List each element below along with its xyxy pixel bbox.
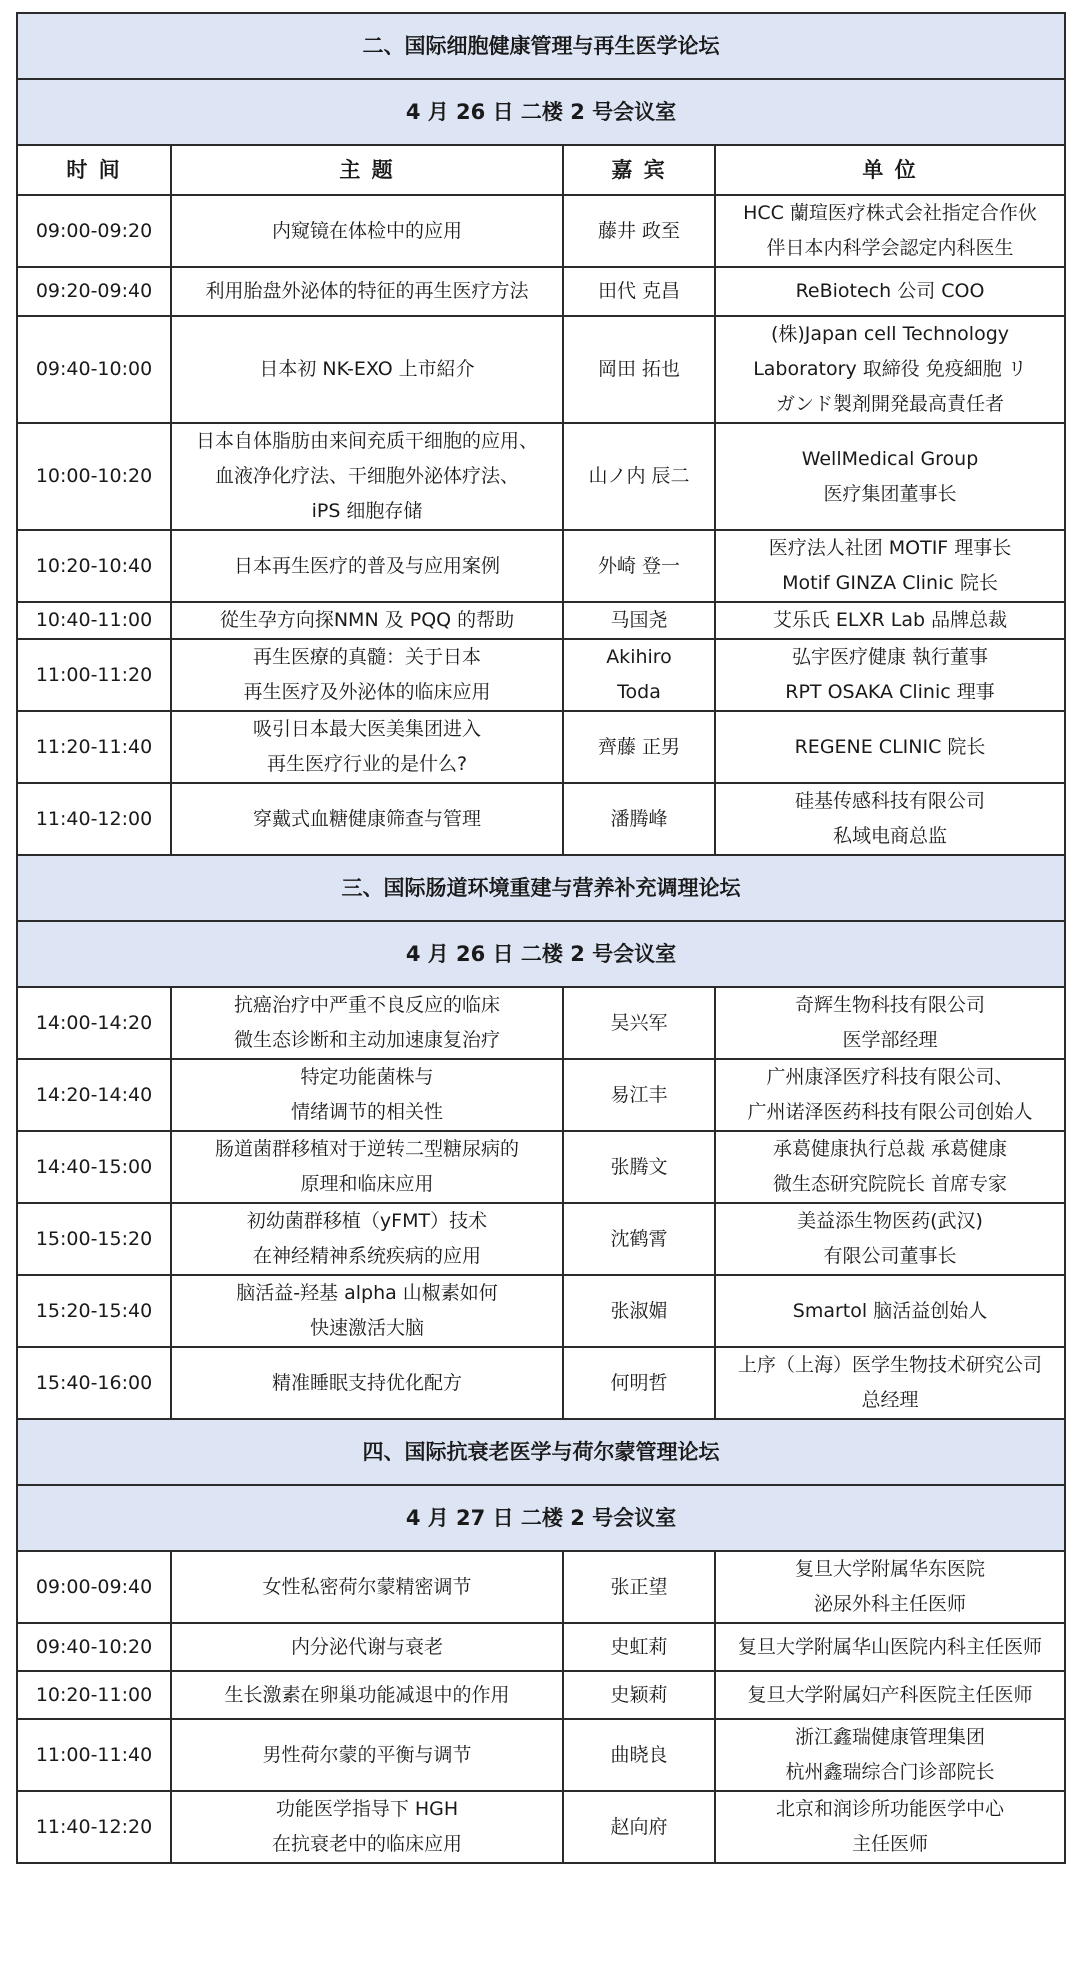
table-row: [17, 1203, 1065, 1275]
guest-cell: [563, 195, 715, 267]
guest-cell: [563, 783, 715, 855]
topic-cell-line: 再生医疗及外泌体的临床应用: [243, 681, 491, 703]
unit-cell-line: 微生态研究院院长 首席专家: [772, 1173, 1008, 1195]
time-cell: 10:00-10:20: [17, 423, 171, 530]
unit-cell-line: 杭州鑫瑞综合门诊部院长: [785, 1761, 995, 1783]
unit-cell-line: 主任医师: [851, 1833, 928, 1855]
time-cell: 10:20-10:40: [17, 530, 171, 602]
guest-cell: [563, 987, 715, 1059]
section-title: 三、国际肠道环境重建与营养补充调理论坛: [17, 855, 1065, 921]
unit-cell-line: HCC 蘭瑄医疗株式会社指定合作伙: [743, 202, 1037, 224]
topic-cell-line: 肠道菌群移植对于逆转二型糖尿病的: [214, 1138, 519, 1160]
topic-cell-line: 穿戴式血糖健康筛查与管理: [252, 807, 481, 830]
column-header: 主 题: [171, 145, 563, 195]
time-cell: 14:40-15:00: [17, 1131, 171, 1203]
guest-cell-line: 赵向府: [610, 1815, 668, 1838]
guest-cell-line: 沈鹤霄: [610, 1227, 668, 1250]
unit-cell-line: 弘宇医疗健康 執行董事: [791, 646, 989, 668]
schedule-sheet: [16, 12, 1064, 1864]
topic-cell-line: 男性荷尔蒙的平衡与调节: [262, 1743, 472, 1766]
topic-cell: [171, 711, 563, 783]
section-title: 四、国际抗衰老医学与荷尔蒙管理论坛: [17, 1419, 1065, 1485]
topic-cell: [171, 267, 563, 316]
unit-cell-line: 有限公司董事长: [823, 1245, 957, 1267]
guest-cell-line: Akihiro: [606, 646, 672, 668]
unit-cell-line: 泌尿外科主任医师: [813, 1593, 966, 1615]
table-row: [17, 711, 1065, 783]
topic-cell: [171, 316, 563, 423]
unit-cell-line: 硅基传感科技有限公司: [794, 790, 985, 812]
guest-cell: [563, 1203, 715, 1275]
guest-cell-line: 曲晓良: [610, 1743, 668, 1766]
topic-cell-line: 利用胎盘外泌体的特征的再生医疗方法: [205, 280, 529, 302]
guest-cell: [563, 530, 715, 602]
time-cell: 09:20-09:40: [17, 267, 171, 316]
unit-cell: [715, 316, 1065, 423]
section-title: 二、国际细胞健康管理与再生医学论坛: [17, 13, 1065, 79]
unit-cell-line: 北京和润诊所功能医学中心: [775, 1798, 1004, 1820]
unit-cell: [715, 1551, 1065, 1623]
topic-cell-line: 女性私密荷尔蒙精密调节: [262, 1575, 472, 1598]
topic-cell: [171, 1131, 563, 1203]
schedule-body: [17, 13, 1065, 1863]
unit-cell: [715, 1671, 1065, 1719]
topic-cell: [171, 423, 563, 530]
unit-cell: [715, 783, 1065, 855]
topic-cell: [171, 530, 563, 602]
date-room: 4 月 26 日 二楼 2 号会议室: [17, 79, 1065, 145]
guest-cell: [563, 1671, 715, 1719]
topic-cell-line: 情绪调节的相关性: [290, 1101, 443, 1123]
topic-cell-line: 原理和临床应用: [300, 1173, 434, 1195]
section-title-row: [17, 13, 1065, 79]
topic-cell: [171, 1791, 563, 1863]
table-row: [17, 1623, 1065, 1671]
guest-cell-line: 张腾文: [610, 1155, 668, 1178]
topic-cell-line: 功能医学指导下 HGH: [275, 1798, 459, 1820]
topic-cell: [171, 1203, 563, 1275]
time-cell: 09:40-10:20: [17, 1623, 171, 1671]
unit-cell-line: 奇辉生物科技有限公司: [794, 994, 985, 1016]
table-row: [17, 530, 1065, 602]
time-cell: 15:40-16:00: [17, 1347, 171, 1419]
guest-cell: [563, 1719, 715, 1791]
unit-cell-line: 上序（上海）医学生物技术研究公司: [737, 1354, 1042, 1376]
table-row: [17, 1275, 1065, 1347]
unit-cell: [715, 1719, 1065, 1791]
topic-cell: [171, 195, 563, 267]
unit-cell-line: 广州康泽医疗科技有限公司、: [766, 1066, 1014, 1088]
guest-cell: [563, 1623, 715, 1671]
guest-cell: [563, 639, 715, 711]
unit-cell-line: 承葛健康执行总裁 承葛健康: [772, 1138, 1008, 1160]
topic-cell-line: 吸引日本最大医美集团进入: [252, 718, 481, 740]
unit-cell-line: 艾乐氏 ELXR Lab 品牌总裁: [772, 609, 1008, 631]
date-room-row: [17, 1485, 1065, 1551]
table-row: [17, 267, 1065, 316]
unit-cell-line: 广州诺泽医药科技有限公司创始人: [747, 1101, 1033, 1123]
time-cell: 14:00-14:20: [17, 987, 171, 1059]
table-row: [17, 423, 1065, 530]
date-room-row: [17, 79, 1065, 145]
time-cell: 10:40-11:00: [17, 602, 171, 639]
unit-cell: [715, 1059, 1065, 1131]
topic-cell: [171, 1551, 563, 1623]
guest-cell: [563, 267, 715, 316]
topic-cell-line: 快速激活大脑: [309, 1317, 424, 1339]
time-cell: 09:00-09:20: [17, 195, 171, 267]
guest-cell: [563, 1059, 715, 1131]
time-cell: 11:40-12:00: [17, 783, 171, 855]
unit-cell-line: 伴日本内科学会認定内科医生: [766, 237, 1014, 259]
unit-cell: [715, 987, 1065, 1059]
guest-cell-line: 岡田 拓也: [597, 358, 681, 380]
topic-cell-line: 内分泌代谢与衰老: [290, 1635, 443, 1658]
topic-cell-line: 再生医療的真髓：关于日本: [252, 646, 481, 668]
topic-cell-line: 抗癌治疗中严重不良反应的临床: [233, 994, 500, 1016]
guest-cell-line: 史虹莉: [610, 1635, 668, 1658]
guest-cell-line: 何明哲: [610, 1371, 668, 1394]
topic-cell-line: 日本初 NK-EXO 上市紹介: [259, 358, 475, 380]
column-header: 时 间: [17, 145, 171, 195]
time-cell: 10:20-11:00: [17, 1671, 171, 1719]
guest-cell-line: 藤井 政至: [597, 219, 681, 242]
unit-cell: [715, 639, 1065, 711]
time-cell: 15:20-15:40: [17, 1275, 171, 1347]
time-cell: 11:40-12:20: [17, 1791, 171, 1863]
unit-cell-line: (株)Japan cell Technology: [770, 323, 1010, 345]
topic-cell: [171, 1059, 563, 1131]
unit-cell-line: 美益添生物医药(武汉): [797, 1210, 983, 1232]
topic-cell-line: iPS 细胞存储: [311, 500, 423, 522]
guest-cell-line: 易江丰: [610, 1083, 668, 1106]
table-row: [17, 1059, 1065, 1131]
unit-cell-line: 复旦大学附属妇产科医院主任医师: [747, 1683, 1033, 1706]
unit-cell-line: 复旦大学附属华东医院: [794, 1558, 985, 1580]
date-room: 4 月 26 日 二楼 2 号会议室: [17, 921, 1065, 987]
guest-cell: [563, 1131, 715, 1203]
topic-cell-line: 在抗衰老中的临床应用: [271, 1833, 462, 1855]
guest-cell: [563, 711, 715, 783]
guest-cell-line: 齊藤 正男: [597, 735, 681, 758]
unit-cell: [715, 1131, 1065, 1203]
unit-cell-line: Laboratory 取締役 免疫細胞 リ: [753, 358, 1027, 380]
guest-cell: [563, 316, 715, 423]
topic-cell-line: 脑活益-羟基 alpha 山椒素如何: [236, 1282, 498, 1304]
table-row: [17, 195, 1065, 267]
table-row: [17, 639, 1065, 711]
column-header: 嘉 宾: [563, 145, 715, 195]
unit-cell: [715, 1623, 1065, 1671]
topic-cell-line: 初幼菌群移植（yFMT）技术: [246, 1210, 488, 1232]
unit-cell-line: REGENE CLINIC 院长: [794, 735, 986, 758]
guest-cell: [563, 1551, 715, 1623]
time-cell: 09:00-09:40: [17, 1551, 171, 1623]
section-title-row: [17, 855, 1065, 921]
table-row: [17, 987, 1065, 1059]
topic-cell-line: 再生医疗行业的是什么?: [266, 753, 468, 775]
topic-cell-line: 日本再生医疗的普及与应用案例: [233, 554, 500, 577]
unit-cell-line: ガンド製剤開発最高責任者: [775, 393, 1004, 415]
unit-cell: [715, 267, 1065, 316]
unit-cell: [715, 1275, 1065, 1347]
time-cell: 14:20-14:40: [17, 1059, 171, 1131]
unit-cell-line: 复旦大学附属华山医院内科主任医师: [737, 1635, 1042, 1658]
guest-cell: [563, 1791, 715, 1863]
guest-cell: [563, 602, 715, 639]
topic-cell: [171, 1671, 563, 1719]
unit-cell: [715, 1203, 1065, 1275]
unit-cell-line: WellMedical Group: [801, 447, 979, 470]
date-room-row: [17, 921, 1065, 987]
topic-cell-line: 生长激素在卵巢功能减退中的作用: [224, 1683, 510, 1706]
unit-cell-line: Smartol 脑活益创始人: [792, 1299, 988, 1322]
unit-cell: [715, 711, 1065, 783]
unit-cell-line: 医疗集团董事长: [823, 482, 957, 505]
guest-cell: [563, 1275, 715, 1347]
unit-cell: [715, 1347, 1065, 1419]
topic-cell: [171, 1623, 563, 1671]
section-title-row: [17, 1419, 1065, 1485]
table-row: [17, 1131, 1065, 1203]
guest-cell-line: 田代 克昌: [597, 280, 681, 302]
guest-cell-line: Toda: [617, 681, 661, 703]
topic-cell-line: 微生态诊断和主动加速康复治疗: [233, 1029, 500, 1051]
unit-cell-line: 浙江鑫瑞健康管理集团: [794, 1726, 985, 1748]
topic-cell-line: 在神经精神系统疾病的应用: [252, 1245, 481, 1267]
guest-cell-line: 张正望: [610, 1575, 668, 1598]
topic-cell-line: 精准睡眠支持优化配方: [271, 1371, 462, 1394]
unit-cell: [715, 423, 1065, 530]
time-cell: 09:40-10:00: [17, 316, 171, 423]
column-header-row: [17, 145, 1065, 195]
guest-cell-line: 张淑媚: [610, 1299, 668, 1322]
guest-cell-line: 山ノ内 辰二: [588, 465, 690, 487]
topic-cell: [171, 1719, 563, 1791]
unit-cell: [715, 530, 1065, 602]
column-header: 单 位: [715, 145, 1065, 195]
table-row: [17, 1719, 1065, 1791]
table-row: [17, 602, 1065, 639]
unit-cell: [715, 602, 1065, 639]
guest-cell-line: 外崎 登一: [597, 554, 681, 577]
table-row: [17, 316, 1065, 423]
unit-cell-line: Motif GINZA Clinic 院长: [782, 572, 998, 594]
guest-cell-line: 史颖莉: [610, 1683, 668, 1706]
table-row: [17, 1671, 1065, 1719]
time-cell: 11:00-11:40: [17, 1719, 171, 1791]
table-row: [17, 1791, 1065, 1863]
unit-cell-line: 私域电商总监: [832, 825, 947, 847]
unit-cell-line: ReBiotech 公司 COO: [795, 280, 985, 302]
topic-cell: [171, 602, 563, 639]
topic-cell-line: 血液净化疗法、干细胞外泌体疗法、: [214, 465, 519, 487]
unit-cell-line: 医疗法人社团 MOTIF 理事长: [768, 537, 1012, 559]
topic-cell-line: 特定功能菌株与: [300, 1066, 434, 1088]
unit-cell: [715, 195, 1065, 267]
unit-cell-line: 医学部经理: [842, 1029, 938, 1051]
guest-cell: [563, 423, 715, 530]
topic-cell: [171, 783, 563, 855]
guest-cell: [563, 1347, 715, 1419]
topic-cell-line: 日本自体脂肪由来间充质干细胞的应用、: [195, 430, 538, 452]
table-row: [17, 783, 1065, 855]
topic-cell: [171, 987, 563, 1059]
time-cell: 11:20-11:40: [17, 711, 171, 783]
guest-cell-line: 潘腾峰: [610, 807, 668, 830]
topic-cell: [171, 1275, 563, 1347]
topic-cell-line: 從生孕方向探NMN 及 PQQ 的帮助: [219, 609, 515, 631]
topic-cell: [171, 639, 563, 711]
date-room: 4 月 27 日 二楼 2 号会议室: [17, 1485, 1065, 1551]
table-row: [17, 1551, 1065, 1623]
unit-cell-line: RPT OSAKA Clinic 理事: [785, 681, 995, 703]
unit-cell: [715, 1791, 1065, 1863]
time-cell: 15:00-15:20: [17, 1203, 171, 1275]
time-cell: 11:00-11:20: [17, 639, 171, 711]
topic-cell: [171, 1347, 563, 1419]
table-row: [17, 1347, 1065, 1419]
guest-cell-line: 马国尧: [610, 609, 668, 631]
schedule-table: [16, 12, 1066, 1864]
unit-cell-line: 总经理: [861, 1389, 919, 1411]
guest-cell-line: 吴兴军: [610, 1011, 668, 1034]
topic-cell-line: 内窥镜在体检中的应用: [271, 219, 462, 242]
